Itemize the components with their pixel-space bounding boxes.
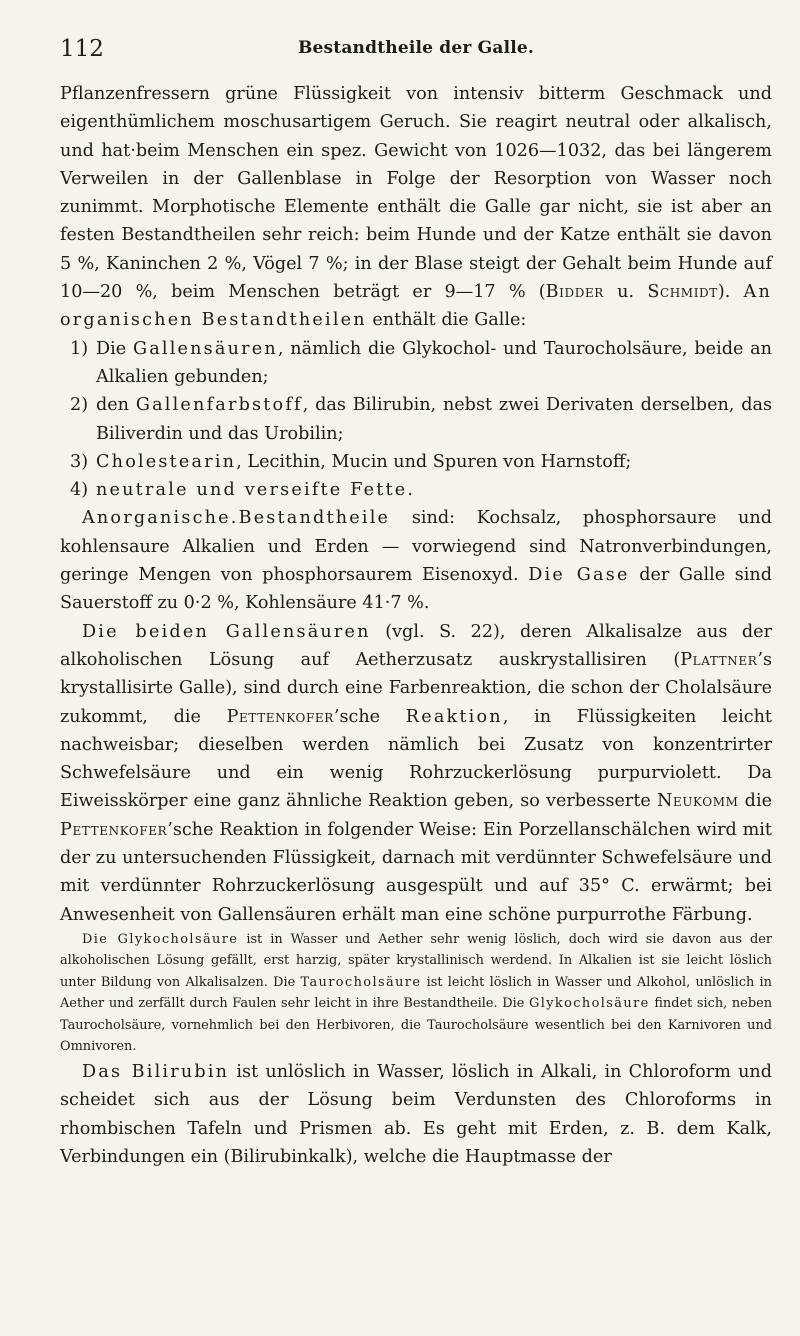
paragraph-3: Die beiden Gallensäuren (vgl. S. 22), deren Alkalisalze aus der alkoholischen Lösung auf Aetherzusatz auskrystallisiren (Plattner’s krystallisirte Galle), sind durch eine Farbenreaktion, die schon der Cholalsäure zukommt, die Pettenkofer’sche Reaktion, in Flüssigkeiten leicht nachweisbar; dieselben werden nämlich bei Zusatz von konzentrirter Schwefelsäure und ein wenig Rohrzuckerlösung purpurviolett. Da Eiweisskörper eine ganz ähnliche Reaktion geben, so verbesserte Neukomm die Pettenkofer’sche Reaktion in folgender Weise: Ein Porzellanschälchen wird mit der zu untersuchenden Flüssigkeit, darnach mit verdünnter Schwefelsäure und mit verdünnter Rohrzuckerlösung ausgespült und auf 35° C. erwärmt; bei Anwesenheit von Gallensäuren erhält man eine schöne purpurrothe Färbung. <box>60 621 773 925</box>
page-body <box>60 80 772 1171</box>
list-item: 1) Die Gallensäuren, nämlich die Glykochol- und Taurocholsäure, beide an Alkalien gebunden; <box>70 338 772 387</box>
page-header <box>60 36 772 70</box>
small-print-note: Die Glykocholsäure ist in Wasser und Aether sehr wenig löslich, doch wird sie davon aus der alkoholischen Lösung gefällt, erst harzig, später krystallinisch werdend. In Alkalien ist sie leicht löslich unter Bildung von Alkalisalzen. Die Taurocholsäure ist leicht löslich in Wasser und Alkohol, unlöslich in Aether und zerfällt durch Faulen sehr leicht in ihre Bestandtheile. Die Glykocholsäure findet sich, neben Taurocholsäure, vornehmlich bei den Herbivoren, die Taurocholsäure wesentlich bei den Karnivoren und Omnivoren. <box>60 931 772 1055</box>
author-bidder: Bidder <box>545 282 604 303</box>
list-item: 4) neutrale und verseifte Fette. <box>70 480 414 501</box>
constituents-list <box>60 335 772 505</box>
list-item: 3) Cholestearin, Lecithin, Mucin und Spuren von Harnstoff; <box>70 451 632 472</box>
running-head: Bestandtheile der Galle. <box>297 38 535 58</box>
author-schmidt: Schmidt <box>647 282 718 303</box>
page-number: 112 <box>60 36 104 62</box>
book-page <box>60 36 772 1171</box>
organic-heading: An organischen Bestandtheilen <box>60 282 772 331</box>
paragraph-4: Das Bilirubin ist unlöslich in Wasser, löslich in Alkali, in Chloroform und scheidet sich aus der Lösung beim Verdunsten des Chloroforms in rhombischen Tafeln und Prismen ab. Es geht mit Erden, z. B. dem Kalk, Verbindungen ein (Bilirubinkalk), welche die Hauptmasse der <box>60 1061 773 1167</box>
paragraph-2: Anorganische.Bestandtheile sind: Kochsalz, phosphorsaure und kohlensaure Alkalien und Erden — vorwiegend sind Natronverbindungen, geringe Mengen von phosphorsaurem Eisenoxyd. Die Gase der Galle sind Sauerstoff zu 0·2 %, Kohlensäure 41·7 %. <box>60 508 772 614</box>
paragraph-1: Pflanzenfressern grüne Flüssigkeit von intensiv bitterm Geschmack und eigenthümlichem moschusartigem Geruch. Sie reagirt neutral oder alkalisch, und hat·beim Menschen ein spez. Gewicht von 1026—1032, das bei längerem Verweilen in der Gallenblase in Folge der Resorption von Wasser noch zunimmt. Morphotische Elemente enthält die Galle gar nicht, sie ist aber an festen Bestandtheilen sehr reich: beim Hunde und der Katze enthält sie davon 5 %, Kaninchen 2 %, Vögel 7 %; in der Blase steigt der Gehalt beim Hunde auf 10—20 %, beim Menschen beträgt er 9—17 % (Bidder u. Schmidt). An organischen Bestandtheilen enthält die Galle: <box>60 84 772 331</box>
list-item: 2) den Gallenfarbstoff, das Bilirubin, nebst zwei Derivaten derselben, das Biliverdin und das Urobilin; <box>70 395 772 444</box>
